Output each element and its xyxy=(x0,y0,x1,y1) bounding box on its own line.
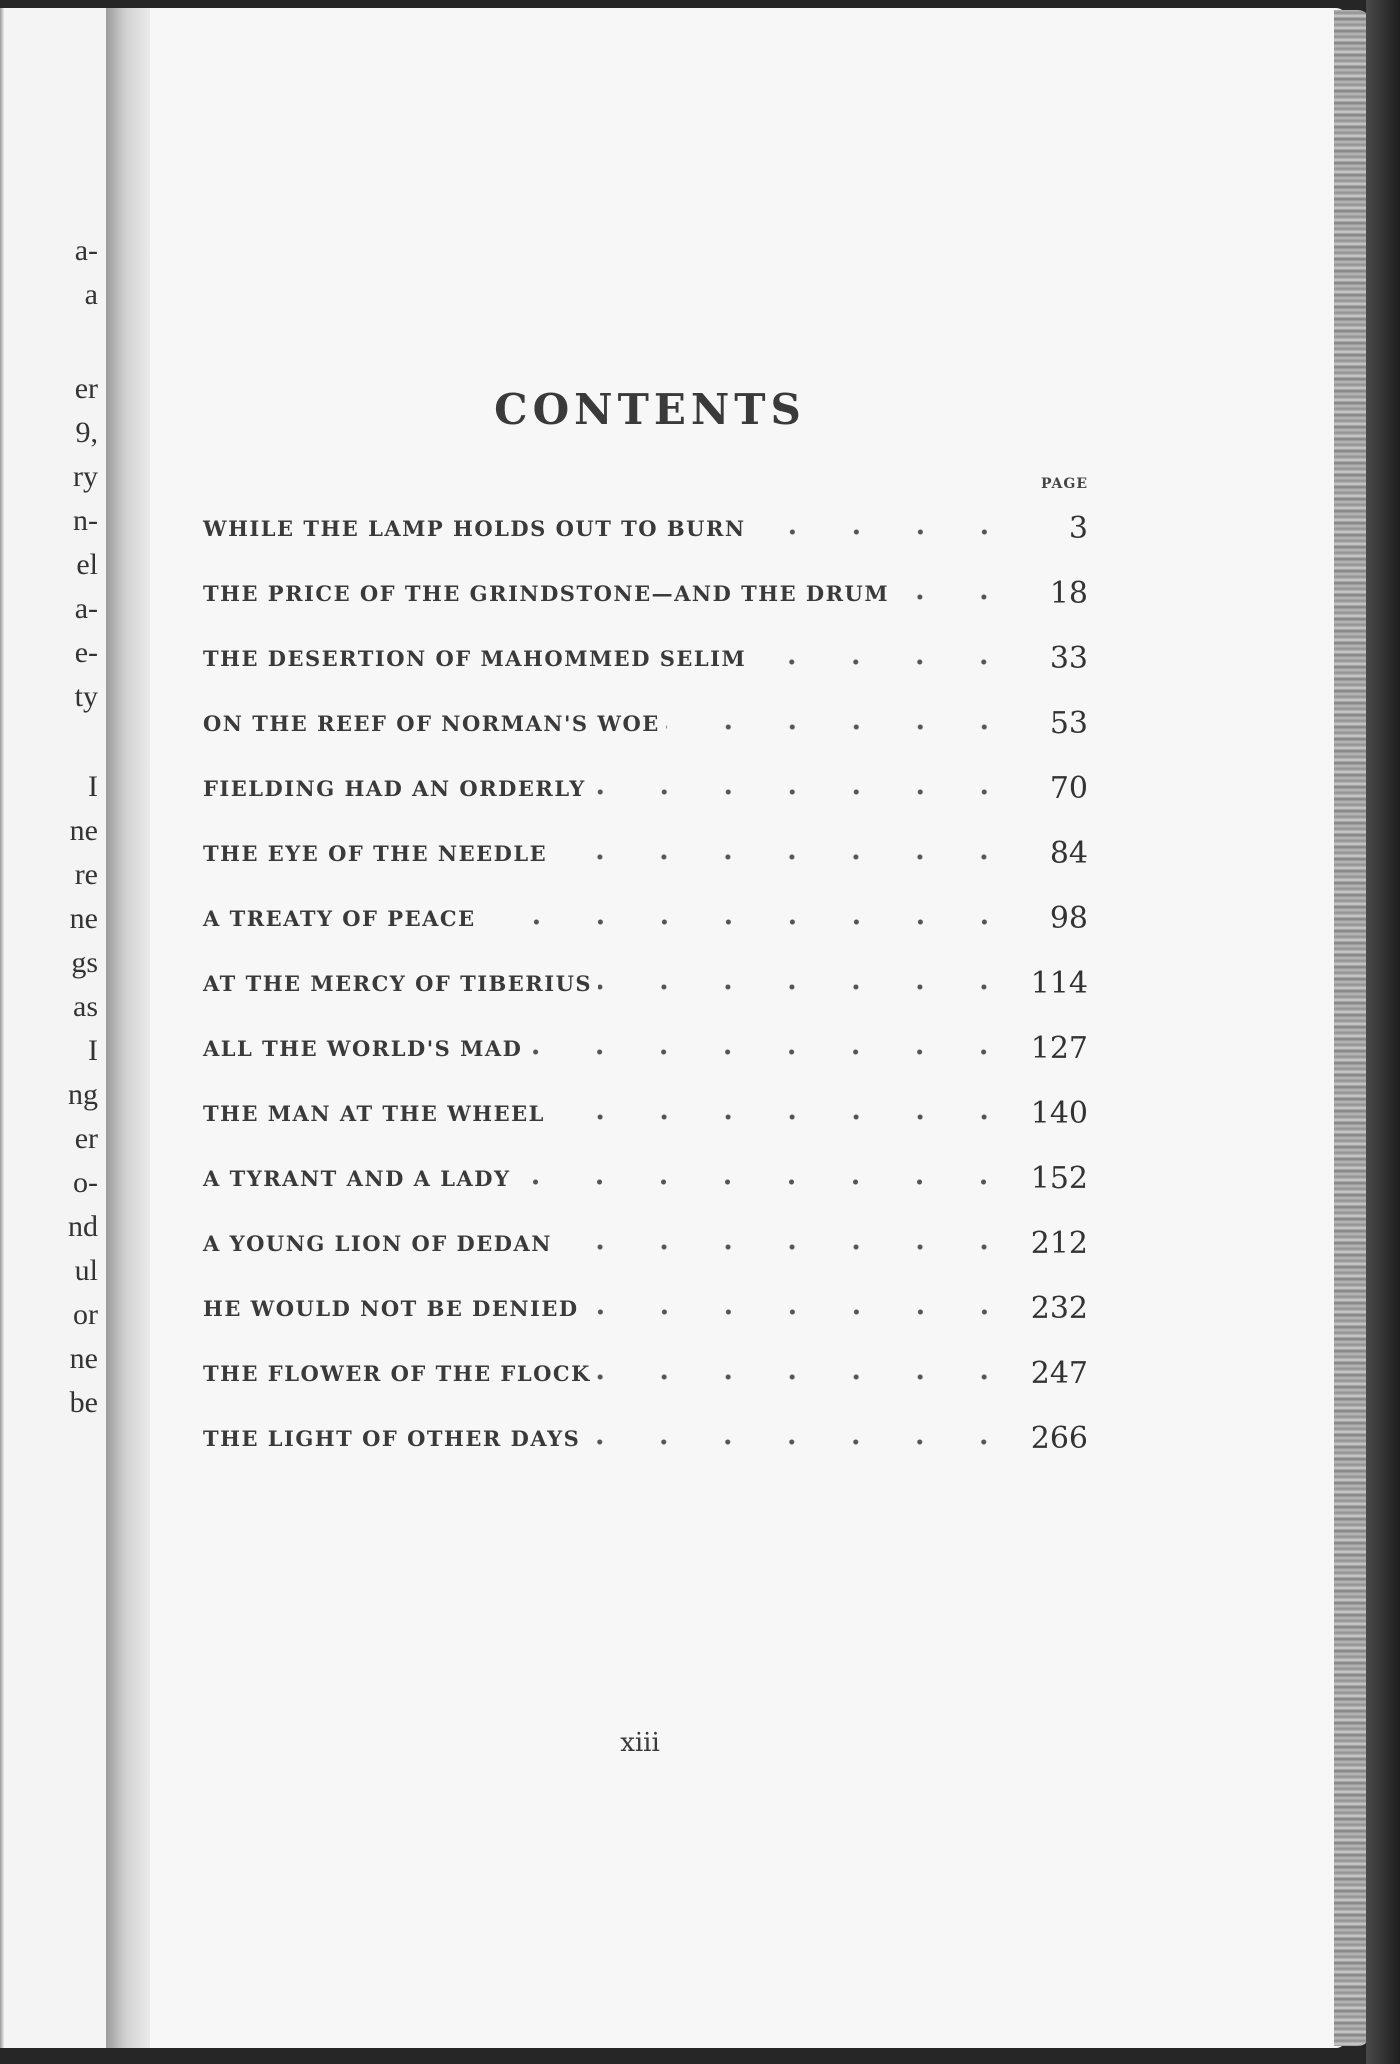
toc-entry-page: 232 xyxy=(1030,1291,1088,1326)
left-page-fragment: el xyxy=(76,548,98,581)
toc-leader-dots xyxy=(752,527,1016,537)
toc-entry xyxy=(203,1081,1088,1146)
toc-entry xyxy=(203,626,1088,691)
toc-entry-page: 84 xyxy=(1049,836,1088,871)
left-page-fragment: e- xyxy=(74,636,98,669)
left-page-fragment: re xyxy=(74,858,98,891)
toc-entry xyxy=(203,756,1088,821)
toc-entry-page: 53 xyxy=(1049,706,1088,741)
toc-entry-page: 98 xyxy=(1049,901,1088,936)
left-page-fragment: be xyxy=(69,1386,98,1419)
left-page-fragment: ry xyxy=(73,460,98,493)
toc-entry-page: 266 xyxy=(1030,1421,1088,1456)
toc-leader-dots xyxy=(553,852,1016,862)
toc-leader-dots xyxy=(528,1047,1016,1057)
toc-entry-title: THE EYE OF THE NEEDLE xyxy=(203,841,548,866)
left-page xyxy=(0,8,106,2048)
left-page-fragment: a- xyxy=(74,592,98,625)
left-page-edge xyxy=(0,8,4,2048)
toc-entry xyxy=(203,1211,1088,1276)
toc-entry-title: A TYRANT AND A LADY xyxy=(203,1166,511,1191)
toc-entry xyxy=(203,1276,1088,1341)
toc-entry-title: A YOUNG LION OF DEDAN xyxy=(203,1231,552,1256)
toc-leader-dots xyxy=(558,1242,1016,1252)
toc-entry-page: 212 xyxy=(1030,1226,1088,1261)
toc-entry-title: WHILE THE LAMP HOLDS OUT TO BURN xyxy=(203,516,746,541)
toc-entry-title: THE MAN AT THE WHEEL xyxy=(203,1101,545,1126)
toc-entry xyxy=(203,886,1088,951)
page-fore-edge xyxy=(1334,10,1370,2046)
toc-entry-title: THE DESERTION OF MAHOMMED SELIM xyxy=(203,646,747,671)
toc-entry-page: 152 xyxy=(1030,1161,1088,1196)
left-page-fragment: o- xyxy=(73,1166,98,1199)
toc-entry-page: 247 xyxy=(1030,1356,1088,1391)
toc-entry-title: ALL THE WORLD'S MAD xyxy=(203,1036,523,1061)
toc-entry-title: THE PRICE OF THE GRINDSTONE—AND THE DRUM xyxy=(203,581,890,606)
toc-entry-page: 127 xyxy=(1030,1031,1088,1066)
left-page-fragment: I xyxy=(88,770,98,803)
left-page-fragment: I xyxy=(88,1034,98,1067)
left-page-fragment: or xyxy=(73,1298,98,1331)
toc-entry xyxy=(203,1406,1088,1471)
page-folio-number: xiii xyxy=(620,1728,660,1758)
toc-entry-title: A TREATY OF PEACE xyxy=(203,906,476,931)
toc-leader-dots xyxy=(585,1307,1016,1317)
toc-leader-dots xyxy=(597,1372,1016,1382)
toc-entry-title: HE WOULD NOT BE DENIED xyxy=(203,1296,579,1321)
toc-entry-page: 18 xyxy=(1049,576,1088,611)
left-page-fragment: ne xyxy=(69,814,98,847)
toc-entry xyxy=(203,496,1088,561)
left-page-fragment: ul xyxy=(74,1254,98,1287)
toc-leader-dots xyxy=(752,657,1016,667)
toc-leader-dots xyxy=(586,1437,1016,1447)
toc-leader-dots xyxy=(598,982,1016,992)
left-page-fragment: ng xyxy=(68,1078,98,1111)
toc-entry-title: ON THE REEF OF NORMAN'S WOE xyxy=(203,711,660,736)
toc-entry xyxy=(203,561,1088,626)
toc-entry xyxy=(203,1146,1088,1211)
contents-heading: CONTENTS xyxy=(494,385,806,434)
left-page-fragment: as xyxy=(73,990,98,1023)
toc-leader-dots xyxy=(551,1112,1016,1122)
left-page-fragment: a xyxy=(84,278,98,311)
toc-leader-dots xyxy=(482,917,1016,927)
left-page-fragment: a- xyxy=(74,234,98,267)
toc-entry-page: 140 xyxy=(1030,1096,1088,1131)
toc-entry xyxy=(203,1016,1088,1081)
toc-entry xyxy=(203,1341,1088,1406)
left-page-fragment: ne xyxy=(69,902,98,935)
toc-entry-page: 33 xyxy=(1049,641,1088,676)
toc-entry-page: 114 xyxy=(1030,966,1088,1001)
left-page-fragment: 9, xyxy=(75,416,98,449)
left-page-fragment: er xyxy=(74,1122,98,1155)
left-page-fragment: ty xyxy=(74,680,98,713)
toc-entry xyxy=(203,691,1088,756)
toc-leader-dots xyxy=(666,722,1016,732)
toc-leader-dots xyxy=(516,1177,1016,1187)
left-page-fragment: nd xyxy=(68,1210,98,1243)
toc-entry-title: FIELDING HAD AN ORDERLY xyxy=(203,776,586,801)
left-page-fragment: ne xyxy=(69,1342,98,1375)
scan-edge-shadow xyxy=(1366,0,1400,2064)
toc-entry-title: THE LIGHT OF OTHER DAYS xyxy=(203,1426,581,1451)
left-page-fragment: er xyxy=(74,372,98,405)
toc-leader-dots xyxy=(895,592,1016,602)
toc-entry-page: 70 xyxy=(1049,771,1088,806)
page-column-label: PAGE xyxy=(1041,476,1088,492)
toc-entry xyxy=(203,821,1088,886)
left-page-fragment: gs xyxy=(71,946,98,979)
toc-entry-title: THE FLOWER OF THE FLOCK xyxy=(203,1361,591,1386)
toc-entry xyxy=(203,951,1088,1016)
toc-entry-title: AT THE MERCY OF TIBERIUS xyxy=(203,971,593,996)
toc-entry-page: 3 xyxy=(1068,511,1088,546)
left-page-fragment: n- xyxy=(73,504,98,537)
toc-leader-dots xyxy=(592,787,1016,797)
table-of-contents xyxy=(203,496,1088,1471)
